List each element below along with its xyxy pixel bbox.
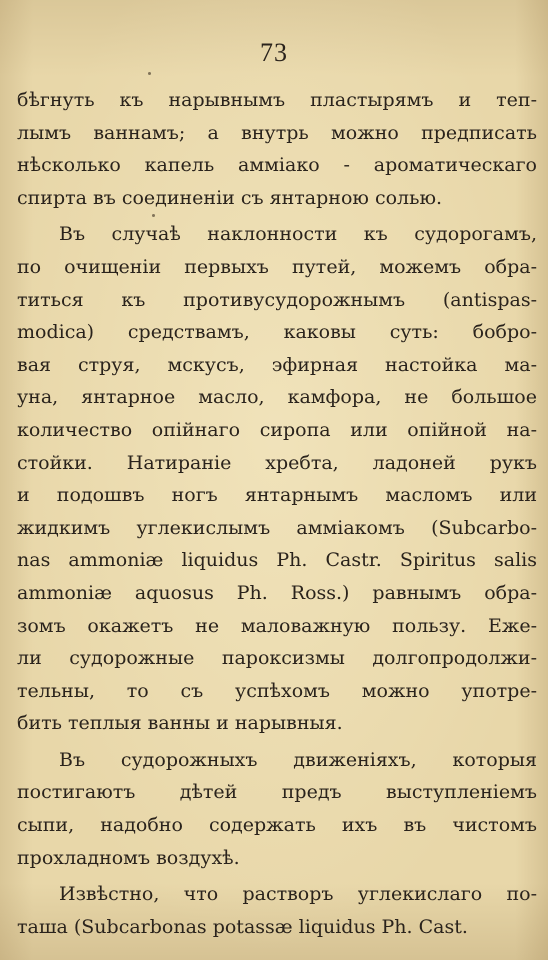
text-line: стойки. Натираніе хребта, ладоней рукъ xyxy=(17,451,537,474)
text-line: modica) средствамъ, каковы суть: бобро- xyxy=(17,321,537,344)
text-line: постигаютъ дѣтей предъ выступленіемъ xyxy=(17,781,537,804)
text-line: сыпи, надобно содержать ихъ въ чистомъ xyxy=(17,814,537,837)
body-text xyxy=(17,84,537,943)
text-line: тельны, то съ успѣхомъ можно употре- xyxy=(17,679,537,702)
text-line: зомъ окажетъ не маловажную пользу. Еже- xyxy=(17,614,537,637)
text-line: нѣсколько капель амміако - ароматическаго xyxy=(17,154,537,177)
text-line: nas ammoniæ liquidus Ph. Castr. Spiritus salis xyxy=(17,549,537,572)
text-line: вая струя, мскусъ, эфирная настойка ма- xyxy=(17,353,537,376)
text-line: таша (Subcarbonas potassæ liquidus Ph. Cast. xyxy=(17,915,468,938)
text-line: Въ случаѣ наклонности къ судорогамъ, xyxy=(59,223,537,246)
text-line: бить теплыя ванны и нарывныя. xyxy=(17,712,343,735)
paragraph xyxy=(17,878,537,943)
text-line: жидкимъ углекислымъ амміакомъ (Subcarbo- xyxy=(17,516,537,539)
ink-fleck xyxy=(148,72,151,75)
text-line: титься къ противусудорожнымъ (antispas- xyxy=(17,288,537,311)
paragraph xyxy=(17,744,537,874)
text-line: бѣгнуть къ нарывнымъ пластырямъ и теп- xyxy=(17,89,537,111)
text-line: спирта въ соединеніи съ янтарною солью. xyxy=(17,186,443,209)
text-line: по очищеніи первыхъ путей, можемъ обра- xyxy=(17,255,537,278)
text-line: прохладномъ воздухѣ. xyxy=(17,846,240,869)
text-line: Извѣстно, что растворъ углекислаго по- xyxy=(59,883,537,906)
text-line: Въ судорожныхъ движеніяхъ, которыя xyxy=(59,748,537,771)
text-line: уна, янтарное масло, камфора, не большое xyxy=(17,386,537,409)
paragraph xyxy=(17,218,537,740)
paragraph xyxy=(17,84,537,214)
text-line: ли судорожные пароксизмы долгопродолжи- xyxy=(17,647,537,670)
page-number: 73 xyxy=(260,38,288,67)
text-line: ammoniæ aquosus Ph. Ross.) равнымъ обра- xyxy=(17,581,537,604)
text-line: и подошвъ ногъ янтарнымъ масломъ или xyxy=(17,484,537,507)
text-line: количество опійнаго сиропа или опійной на- xyxy=(17,418,537,441)
text-line: лымъ ваннамъ; а внутрь можно предписать xyxy=(17,121,537,144)
